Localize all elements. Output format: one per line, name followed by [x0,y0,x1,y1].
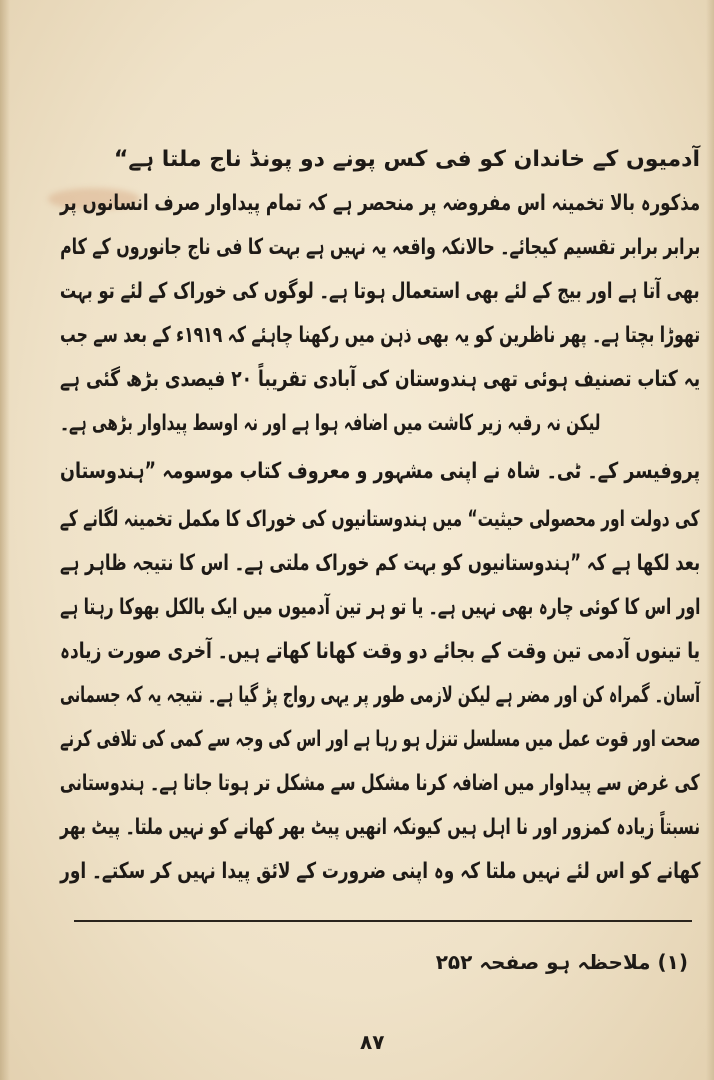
text-line-17: کھانے کو اس لئے نہیں ملتا کہ وہ اپنی ضرورت کے لائق پیدا نہیں کر سکتے۔ اور [59,859,700,884]
text-line-11: اور اس کا کوئی چارہ بھی نہیں ہے۔ یا تو ہر تین آدمیوں میں ایک بالکل بھوکا رہتا ہے [59,595,700,620]
text-line-5: تھوڑا بچتا ہے۔ پھر ناظرین کو یہ بھی ذہن میں رکھنا چاہئے کہ ۱۹۱۹ء کے بعد سے جب [59,323,700,348]
text-line-8: پروفیسر کے۔ ٹی۔ شاہ نے اپنی مشہور و معروف کتاب موسومہ ”ہندوستان [59,459,700,484]
footnote: (۱) ملاحظہ ہو صفحہ ۲۵۲ [435,950,688,974]
text-line-4: بھی آتا ہے اور بیج کے لئے بھی استعمال ہوتا ہے۔ لوگوں کی خوراک کے لئے تو بہت [60,279,700,304]
page-number: ۸۷ [360,1030,385,1054]
text-line-7: لیکن نہ رقبہ زیر کاشت میں اضافہ ہوا ہے اور نہ اوسط پیداوار بڑھی ہے۔ [59,411,600,436]
text-line-3: برابر برابر تقسیم کیجائے۔ حالانکہ واقعہ یہ نہیں ہے بہت کا فی ناج جانوروں کے کام [59,235,700,260]
text-line-12: یا تینوں آدمی تین وقت کے بجائے دو وقت کھانا کھاتے ہیں۔ آخری صورت زیادہ [59,639,700,664]
text-line-13: آسان۔ گمراہ کن اور مضر ہے لیکن لازمی طور پر یہی رواج پڑ گیا ہے۔ نتیجہ یہ کہ جسمانی [59,683,700,708]
text-line-15: کی غرض سے پیداوار میں اضافہ کرنا مشکل سے مشکل تر ہوتا جاتا ہے۔ ہندوستانی [60,771,700,796]
text-line-9: کی دولت اور محصولی حیثیت“ میں ہندوستانیوں کی خوراک کا مکمل تخمینہ لگانے کے [60,507,700,532]
text-line-6: یہ کتاب تصنیف ہوئی تھی ہندوستان کی آبادی تقریباً ۲۰ فیصدی بڑھ گئی ہے [59,367,700,392]
footnote-rule [74,920,692,922]
text-line-2: مذکورہ بالا تخمینہ اس مفروضہ پر منحصر ہے کہ تمام پیداوار صرف انسانوں پر [59,191,700,216]
text-line-1: آدمیوں کے خاندان کو فی کس پونے دو پونڈ ناج ملتا ہے“ [113,147,700,172]
text-line-16: نسبتاً زیادہ کمزور اور نا اہل ہیں کیونکہ انھیں پیٹ بھر کھانے کو نہیں ملتا۔ پیٹ بھر [59,815,700,840]
text-line-10: بعد لکھا ہے کہ ”ہندوستانیوں کو بہت کم خوراک ملتی ہے۔ اس کا نتیجہ ظاہر ہے [59,551,700,576]
text-line-14: صحت اور قوت عمل میں مسلسل تنزل ہو رہا ہے اور اس کی وجہ سے کمی کی تلافی کرنے [59,727,700,752]
